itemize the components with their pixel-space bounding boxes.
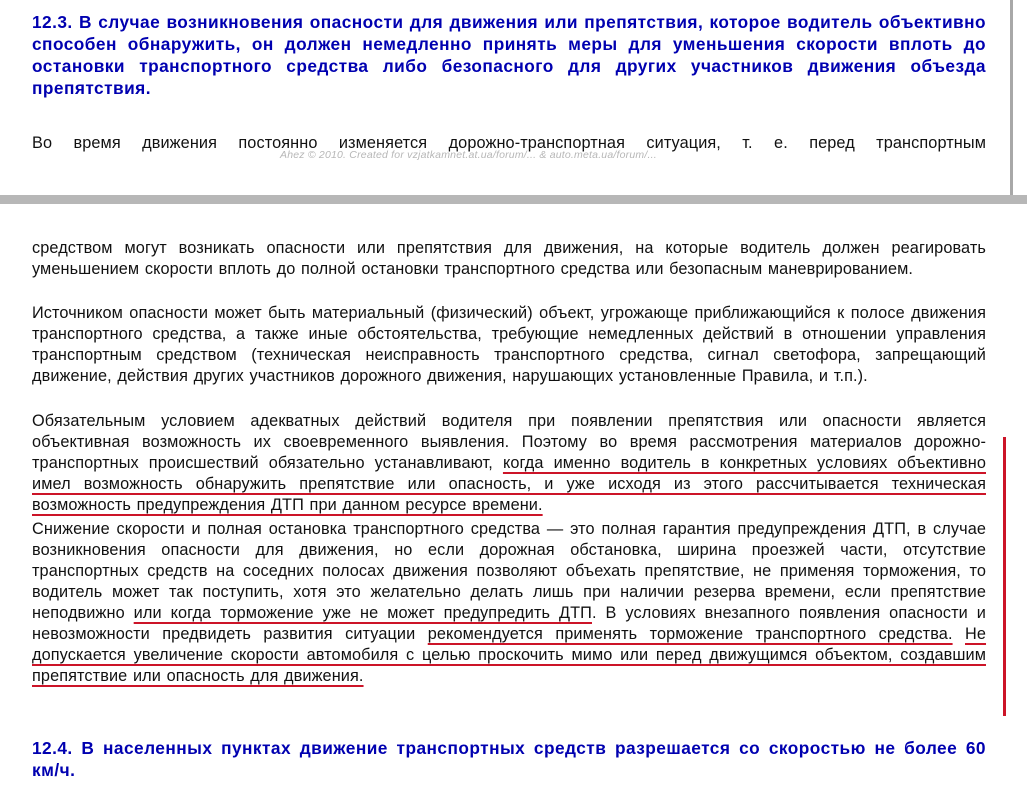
intro-line: Во время движения постоянно изменяется дорожно-транспортная ситуация, т. е. перед транспортным (32, 134, 986, 152)
p4-text-a: Снижение скорости и полная остановка транспортного средства — это полная гарантия предупреждения ДТП, в случае возникновения опасности для движения, но если дорожная обстановка, ширина проезжей части, отсутствие транспортных средств на соседних полосах движения позволяют объехать препятствие, не применяя торможения, то водитель может так поступить, хотя это желательно делать лишь при наличии резерва времени, если препятствие неподвижно (32, 520, 986, 622)
page-bottom (0, 204, 1027, 794)
body-paragraph-4 (32, 519, 986, 687)
credit-watermark: Ahez © 2010. Created for vzjatkamnet.at.ua/forum/... & auto.meta.ua/forum/... (280, 149, 657, 161)
section-12-3-heading: 12.3. В случае возникновения опасности для движения или препятствия, которое водитель объективно способен обнаружить, он должен немедленно принять меры для уменьшения скорости вплоть до остановки транспортного средства либо безопасного для других участников движения объезда препятствия. (32, 12, 986, 98)
page-break (0, 195, 1027, 204)
p4-underlined-b: или когда торможение уже не может предупредить ДТП (133, 604, 592, 622)
p4-underlined-d: рекомендуется применять торможение транспортного средства. (427, 625, 953, 643)
p3-text: Обязательным условием адекватных действий водителя при появлении препятствия или опасности является объективная возможность их своевременного выявления. Поэтому во время рассмотрения материалов дорожно-транспортных происшествий обязательно устанавливают, (32, 412, 986, 472)
p4-text-c: . В условиях внезапного появления опасности и невозможности предвидеть развития ситуации (32, 604, 986, 643)
body-paragraph-3 (32, 411, 986, 516)
body-paragraph-2: Источником опасности может быть материальный (физический) объект, угрожающе приближающийся к полосе движения транспортного средства, а также иные обстоятельства, требующие немедленных действий в отношении управления транспортным средством (техническая неисправность транспортного средства, сигнал светофора, запрещающий движение, действия других участников дорожного движения, нарушающих установленные Правила, и т.п.). (32, 304, 986, 385)
p3-underlined-text: когда именно водитель в конкретных условиях объективно имел возможность обнаружить препятствие или опасность, и уже исходя из этого рассчитывается техническая возможность предупреждения ДТП при данном ресурсе времени. (32, 454, 986, 514)
page-edge (1010, 0, 1013, 195)
page-top (0, 0, 1010, 195)
p4-text-e (953, 625, 965, 643)
p4-underlined-f: Не допускается увеличение скорости автомобиля с целью проскочить мимо или перед движущимся объектом, создавшим препятствие или опасность для движения. (32, 625, 987, 685)
body-paragraph-1: средством могут возникать опасности или препятствия для движения, на которые водитель должен реагировать уменьшением скорости вплоть до полной остановки транспортного средства или безопасным маневрированием. (32, 239, 986, 278)
section-12-4-heading: 12.4. В населенных пунктах движение транспортных средств разрешается со скоростью не более 60 км/ч. (32, 738, 986, 780)
margin-red-bar (1003, 437, 1006, 716)
